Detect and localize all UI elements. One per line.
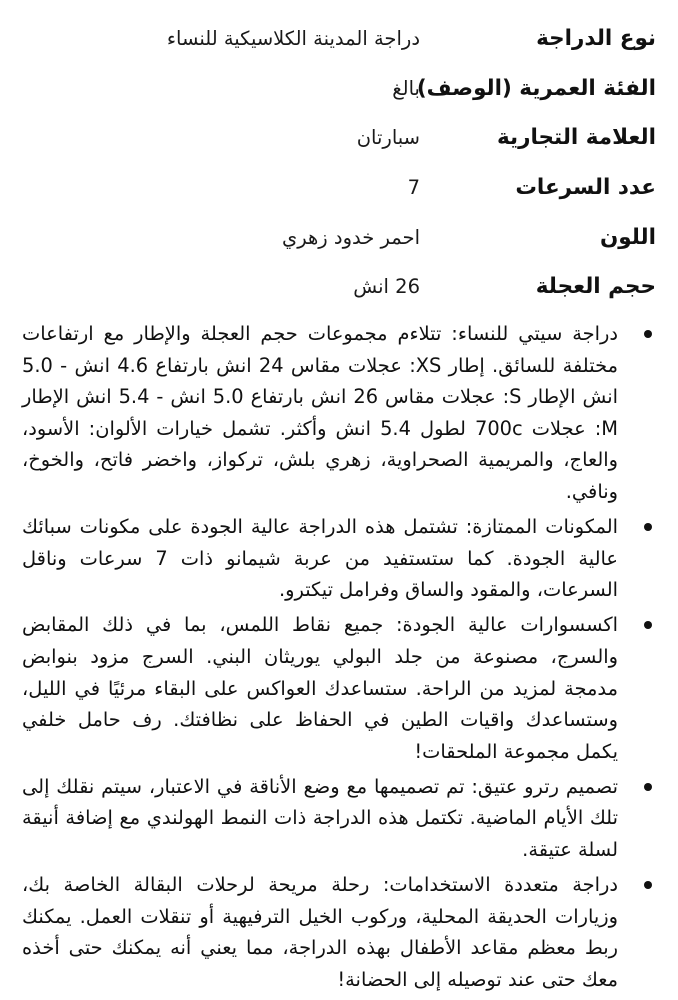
spec-value: دراجة المدينة الكلاسيكية للنساء <box>166 27 420 51</box>
bullet-text: اكسسوارات عالية الجودة: جميع نقاط اللمس، بما في ذلك المقابض والسرج، مصنوعة من جلد البولي يوريثان البني. السرج مزود بنوابض مدمجة لمزيد من الراحة. ستساعدك العواكس على البقاء مرئيًا في الليل، وستساعدك واقيات الطين في الحفاظ على نظافتك. رف حامل خلفي يكمل مجموعة الملحقات! <box>22 613 618 763</box>
bullet-dot-icon <box>644 330 652 338</box>
list-item <box>22 869 656 995</box>
spec-label: الفئة العمرية (الوصف) <box>416 75 656 101</box>
bullet-dot-icon <box>644 523 652 531</box>
list-item <box>22 318 656 508</box>
spec-label: عدد السرعات <box>515 175 656 201</box>
spec-label: العلامة التجارية <box>496 125 656 151</box>
spec-label: اللون <box>599 224 656 250</box>
spec-value: 26 انش <box>353 275 420 299</box>
feature-bullet-list <box>22 318 656 999</box>
spec-value: 7 <box>407 176 420 200</box>
spec-row-bike-type <box>16 14 656 64</box>
spec-value: بالغ <box>392 76 420 100</box>
spec-row-speeds <box>16 163 656 213</box>
bullet-text: تصميم رترو عتيق: تم تصميمها مع وضع الأناقة في الاعتبار، سيتم نقلك إلى تلك الأيام الماضية. تكتمل هذه الدراجة ذات النمط الهولندي مع إضافة أنيقة لسلة عتيقة. <box>22 774 618 861</box>
spec-label: نوع الدراجة <box>536 26 656 52</box>
bullet-dot-icon <box>644 881 652 889</box>
spec-label: حجم العجلة <box>535 274 656 300</box>
bullet-dot-icon <box>644 621 652 629</box>
spec-row-color <box>16 212 656 262</box>
list-item <box>22 771 656 866</box>
bullet-text: دراجة سيتي للنساء: تتلاءم مجموعات حجم العجلة والإطار مع ارتفاعات مختلفة للسائق. إطار XS: عجلات مقاس 24 انش بارتفاع 4.6 انش - 5.0 انش الإطار S: عجلات مقاس 26 انش بارتفاع 5.0 انش - 5.4 انش الإطار M: عجلات 700c لطول 5.4 انش وأكثر. تشمل خيارات الألوان: الأسود، والعاج، والمريمية الصحراوية، زهري بلش، تركواز، واخضر فاتح، والخوخ، ونافي. <box>22 322 619 503</box>
spec-row-brand <box>16 113 656 163</box>
bullet-text: المكونات الممتازة: تشتمل هذه الدراجة عالية الجودة على مكونات سبائك عالية الجودة. كما ستستفيد من عربة شيمانو ذات 7 سرعات وناقل السرعات، والمقود والساق وفرامل تيكترو. <box>22 515 618 602</box>
spec-value: احمر خدود زهري <box>281 225 420 249</box>
spec-value: سبارتان <box>356 126 420 150</box>
spec-row-wheel-size <box>16 262 656 312</box>
list-item <box>22 511 656 606</box>
bullet-text: دراجة متعددة الاستخدامات: رحلة مريحة لرحلات البقالة الخاصة بك، وزيارات الحديقة المحلية، وركوب الخيل الترفيهية أو تنقلات العمل. يمكنك ربط معظم مقاعد الأطفال بهذه الدراجة، مما يعني أنه يمكنك حتى أخذه معك حتى عند توصيله إلى الحضانة! <box>22 873 618 991</box>
bullet-dot-icon <box>644 783 652 791</box>
product-specs-table <box>16 14 656 312</box>
spec-row-age-range <box>16 64 656 114</box>
list-item <box>22 609 656 767</box>
